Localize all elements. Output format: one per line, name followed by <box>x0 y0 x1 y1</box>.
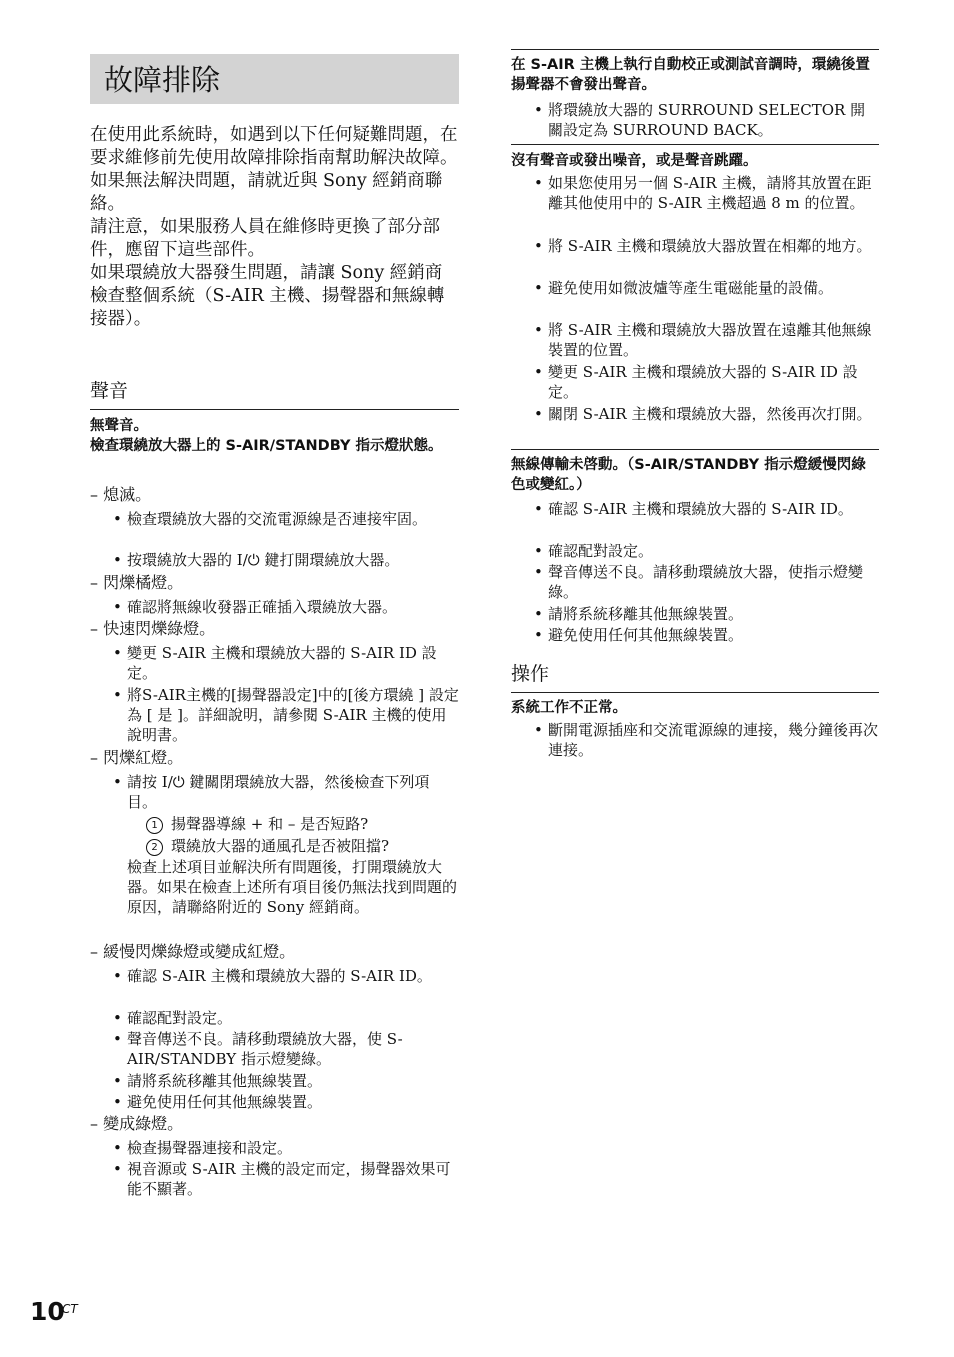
list-item: • 將環繞放大器的 SURROUND SELECTOR 開關設定為 SURROUND BACK。 <box>534 101 866 139</box>
question-heading: 沒有聲音或發出噪音，或是聲音跳躍。 <box>511 153 758 169</box>
bullet-icon: • <box>113 510 122 528</box>
question-heading <box>90 416 459 456</box>
status-label: – 變成綠燈。 <box>90 1114 184 1133</box>
bullet-icon: • <box>113 1160 122 1178</box>
list-item: • 變更 S-AIR 主機和環繞放大器的 S-AIR ID 設定。 <box>534 363 858 401</box>
page-number: 10 <box>30 1297 65 1326</box>
list-item: • 請將系統移離其他無線裝置。 <box>113 1072 323 1090</box>
bullet-icon: • <box>534 542 543 560</box>
list-item: • 變更 S-AIR 主機和環繞放大器的 S-AIR ID 設定。 <box>113 644 437 682</box>
bullet-icon: • <box>534 563 543 581</box>
divider <box>511 449 879 450</box>
bullet-icon: • <box>113 1030 122 1048</box>
status-label: – 快速閃爍綠燈。 <box>90 619 216 638</box>
status-label: – 緩慢閃爍綠燈或變成紅燈。 <box>90 942 296 961</box>
bullet-icon: • <box>534 626 543 644</box>
bullet-icon: • <box>534 405 543 423</box>
divider <box>511 49 879 50</box>
bullet-icon: • <box>113 1139 122 1157</box>
list-item: • 確認 S-AIR 主機和環繞放大器的 S-AIR ID。 <box>113 967 432 985</box>
bullet-icon: • <box>113 773 122 791</box>
list-item: • 確認配對設定。 <box>113 1009 233 1027</box>
question-heading: 在 S-AIR 主機上執行自動校正或測試音調時，環繞後置揚聲器不會發出聲音。 <box>511 57 870 93</box>
bullet-icon: • <box>113 1009 122 1027</box>
question-heading: 系統工作不正常。 <box>511 700 627 716</box>
list-item: • 關閉 S-AIR 主機和環繞放大器，然後再次打開。 <box>534 405 872 423</box>
bullet-icon: • <box>113 686 122 704</box>
bullet-icon: • <box>113 551 122 569</box>
intro-paragraph: 請注意，如果服務人員在維修時更換了部分部件，應留下這些部件。 <box>90 217 440 260</box>
question-line: 無聲音。 <box>90 418 148 434</box>
list-item: • 將 S-AIR 主機和環繞放大器放置在遠離其他無線裝置的位置。 <box>534 321 872 359</box>
status-label: – 閃爍紅燈。 <box>90 748 184 767</box>
list-item: • 請將系統移離其他無線裝置。 <box>534 605 744 623</box>
numbered-item: 1 揚聲器導線 + 和 – 是否短路? <box>146 814 368 834</box>
list-item: • 斷開電源插座和交流電源線的連接，幾分鐘後再次連接。 <box>534 721 879 759</box>
list-item: • 避免使用如微波爐等產生電磁能量的設備。 <box>534 279 834 297</box>
list-item: • 聲音傳送不良。請移動環繞放大器，使指示燈變綠。 <box>534 563 864 601</box>
list-item: • 視音源或 S-AIR 主機的設定而定，揚聲器效果可能不顯著。 <box>113 1160 451 1198</box>
status-label: – 熄滅。 <box>90 485 152 504</box>
bullet-icon: • <box>534 363 543 381</box>
bullet-icon: • <box>113 967 122 985</box>
bullet-icon: • <box>534 174 543 192</box>
list-item: • 將 S-AIR 主機和環繞放大器放置在相鄰的地方。 <box>534 237 872 255</box>
bullet-icon: • <box>534 101 543 119</box>
bullet-icon: • <box>534 279 543 297</box>
bullet-icon: • <box>534 500 543 518</box>
bullet-icon: • <box>113 644 122 662</box>
list-item: • 確認配對設定。 <box>534 542 654 560</box>
intro-paragraph: 如果環繞放大器發生問題，請讓 Sony 經銷商檢查整個系統（S-AIR 主機、揚聲器和無線轉接器）。 <box>90 263 445 329</box>
section-heading-operation: 操作 <box>511 659 879 693</box>
bullet-icon: • <box>534 605 543 623</box>
bullet-icon: • <box>113 598 122 616</box>
bullet-icon: • <box>534 721 543 739</box>
number-circle-icon: 2 <box>146 839 163 856</box>
page-suffix: CT <box>62 1302 78 1316</box>
bullet-icon: • <box>534 321 543 339</box>
list-item: • 避免使用任何其他無線裝置。 <box>534 626 744 644</box>
bullet-icon: • <box>113 1072 122 1090</box>
bullet-icon: • <box>113 1093 122 1111</box>
list-item: • 檢查揚聲器連接和設定。 <box>113 1139 293 1157</box>
list-item: • 確認 S-AIR 主機和環繞放大器的 S-AIR ID。 <box>534 500 853 518</box>
list-item: • 聲音傳送不良。請移動環繞放大器，使 S-AIR/STANDBY 指示燈變綠。 <box>113 1030 403 1068</box>
list-item: • 確認將無線收發器正確插入環繞放大器。 <box>113 598 398 616</box>
list-item: • 檢查環繞放大器的交流電源線是否連接牢固。 <box>113 510 428 528</box>
list-item: • 將S-AIR主機的[揚聲器設定]中的[後方環繞 ] 設定為 [ 是 ]。詳細說明，請參閱 S-AIR 主機的使用說明書。 <box>113 686 459 744</box>
status-label: – 閃爍橘燈。 <box>90 573 184 592</box>
list-item: • 按環繞放大器的 I/⏻ 鍵打開環繞放大器。 <box>113 551 400 569</box>
divider <box>511 144 879 145</box>
page-title: 故障排除 <box>90 54 459 104</box>
intro-text <box>90 124 459 331</box>
bullet-icon: • <box>534 237 543 255</box>
numbered-item: 2 環繞放大器的通風孔是否被阻擋? <box>146 836 389 856</box>
intro-paragraph: 在使用此系統時，如遇到以下任何疑難問題，在要求維修前先使用故障排除指南幫助解決故障。如果無法解決問題，請就近與 Sony 經銷商聯絡。 <box>90 125 458 214</box>
list-item: • 避免使用任何其他無線裝置。 <box>113 1093 323 1111</box>
question-line: 檢查環繞放大器上的 S-AIR/STANDBY 指示燈狀態。 <box>90 438 443 454</box>
list-item: • 請按 I/⏻ 鍵關閉環繞放大器，然後檢查下列項目。 <box>113 773 430 811</box>
number-circle-icon: 1 <box>146 817 163 834</box>
section-heading-sound: 聲音 <box>90 376 459 410</box>
paragraph: 檢查上述項目並解決所有問題後，打開環繞放大器。如果在檢查上述所有項目後仍無法找到問題的原因，請聯絡附近的 Sony 經銷商。 <box>127 858 458 916</box>
list-item: • 如果您使用另一個 S-AIR 主機，請將其放置在距離其他使用中的 S-AIR 主機超過 8 m 的位置。 <box>534 174 872 212</box>
question-heading: 無線傳輸未啓動。（S-AIR/STANDBY 指示燈緩慢閃綠色或變紅。） <box>511 457 866 493</box>
